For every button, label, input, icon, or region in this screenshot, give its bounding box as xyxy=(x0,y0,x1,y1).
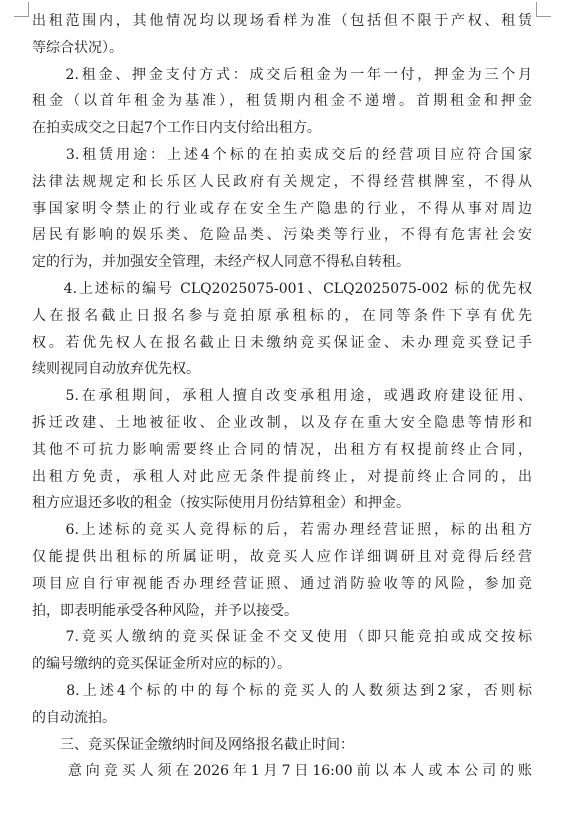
text-line: 意向竞买人须在2026年1月7日16:00前以本人或本公司的账 xyxy=(32,763,532,780)
text-line: 拆迁改建、土地被征收、企业改制，以及存在重大安全隐患等情形和 xyxy=(32,414,532,431)
text-line: 7.竞买人缴纳的竞买保证金不交叉使用（即只能竞拍或成交按标 xyxy=(32,629,532,646)
text-line: 在拍卖成交之日起7个工作日内支付给出租方。 xyxy=(32,120,321,137)
text-line: 租方应退还多收的租金（按实际使用月份结算租金）和押金。 xyxy=(32,495,410,512)
text-line: 权。若优先权人在报名截止日未缴纳竞买保证金、未办理竞买登记手 xyxy=(32,334,532,351)
page-corner-mark-left xyxy=(14,2,29,17)
text-line: 事国家明令禁止的行业或存在安全生产隐患的行业，不得从事对周边 xyxy=(32,200,532,217)
text-line: 的编号缴纳的竞买保证金所对应的标的）。 xyxy=(32,656,291,673)
text-line: 续则视同自动放弃优先权。 xyxy=(32,361,200,378)
text-line: 4.上述标的编号 CLQ2025075-001、CLQ2025075-002 标的优先权 xyxy=(32,280,532,297)
text-line: 出租范围内，其他情况均以现场看样为准（包括但不限于产权、租赁 xyxy=(32,13,532,29)
text-line: 租金（以首年租金为基准），租赁期内租金不递增。首期租金和押金 xyxy=(32,93,532,110)
text-line: 拍，即表明能承受各种风险，并予以接受。 xyxy=(32,602,298,619)
text-line: 出租方免责，承租人对此应无条件提前终止，对提前终止合同的，出 xyxy=(32,468,532,485)
text-line: 项目应自行审视能否办理经营证照、通过消防验收等的风险，参加竞 xyxy=(32,575,532,592)
text-line: 的自动流拍。 xyxy=(32,709,116,726)
text-line: 仅能提供出租标的所属证明，故竞买人应作详细调研且对竞得后经营 xyxy=(32,548,532,565)
text-line: 三、竞买保证金缴纳时间及网络报名截止时间： xyxy=(32,736,354,753)
text-line: 8.上述4个标的中的每个标的竞买人的人数须达到2家，否则标 xyxy=(32,682,532,699)
text-line: 居民有影响的娱乐类、危险品类、污染类等行业，不得有危害社会安 xyxy=(32,227,532,244)
text-line: 等综合状况）。 xyxy=(32,39,123,56)
page-corner-mark-right xyxy=(536,2,551,17)
text-line: 6.上述标的竞买人竞得标的后，若需办理经营证照，标的出租方 xyxy=(32,522,532,539)
text-line: 人在报名截止日报名参与竞拍原承租标的，在同等条件下享有优先 xyxy=(32,307,532,324)
text-line: 2.租金、押金支付方式：成交后租金为一年一付，押金为三个月 xyxy=(32,66,532,83)
document-page xyxy=(32,8,532,785)
text-line: 3.租赁用途：上述4个标的在拍卖成交后的经营项目应符合国家 xyxy=(32,146,532,163)
text-line: 5.在承租期间，承租人擅自改变承租用途，或遇政府建设征用、 xyxy=(32,388,532,405)
text-line: 定的行为，并加强安全管理，未经产权人同意不得私自转租。 xyxy=(32,254,410,271)
text-line: 其他不可抗力影响需要终止合同的情况，出租方有权提前终止合同， xyxy=(32,441,532,458)
text-line: 法律法规规定和长乐区人民政府有关规定，不得经营棋牌室，不得从 xyxy=(32,173,532,190)
